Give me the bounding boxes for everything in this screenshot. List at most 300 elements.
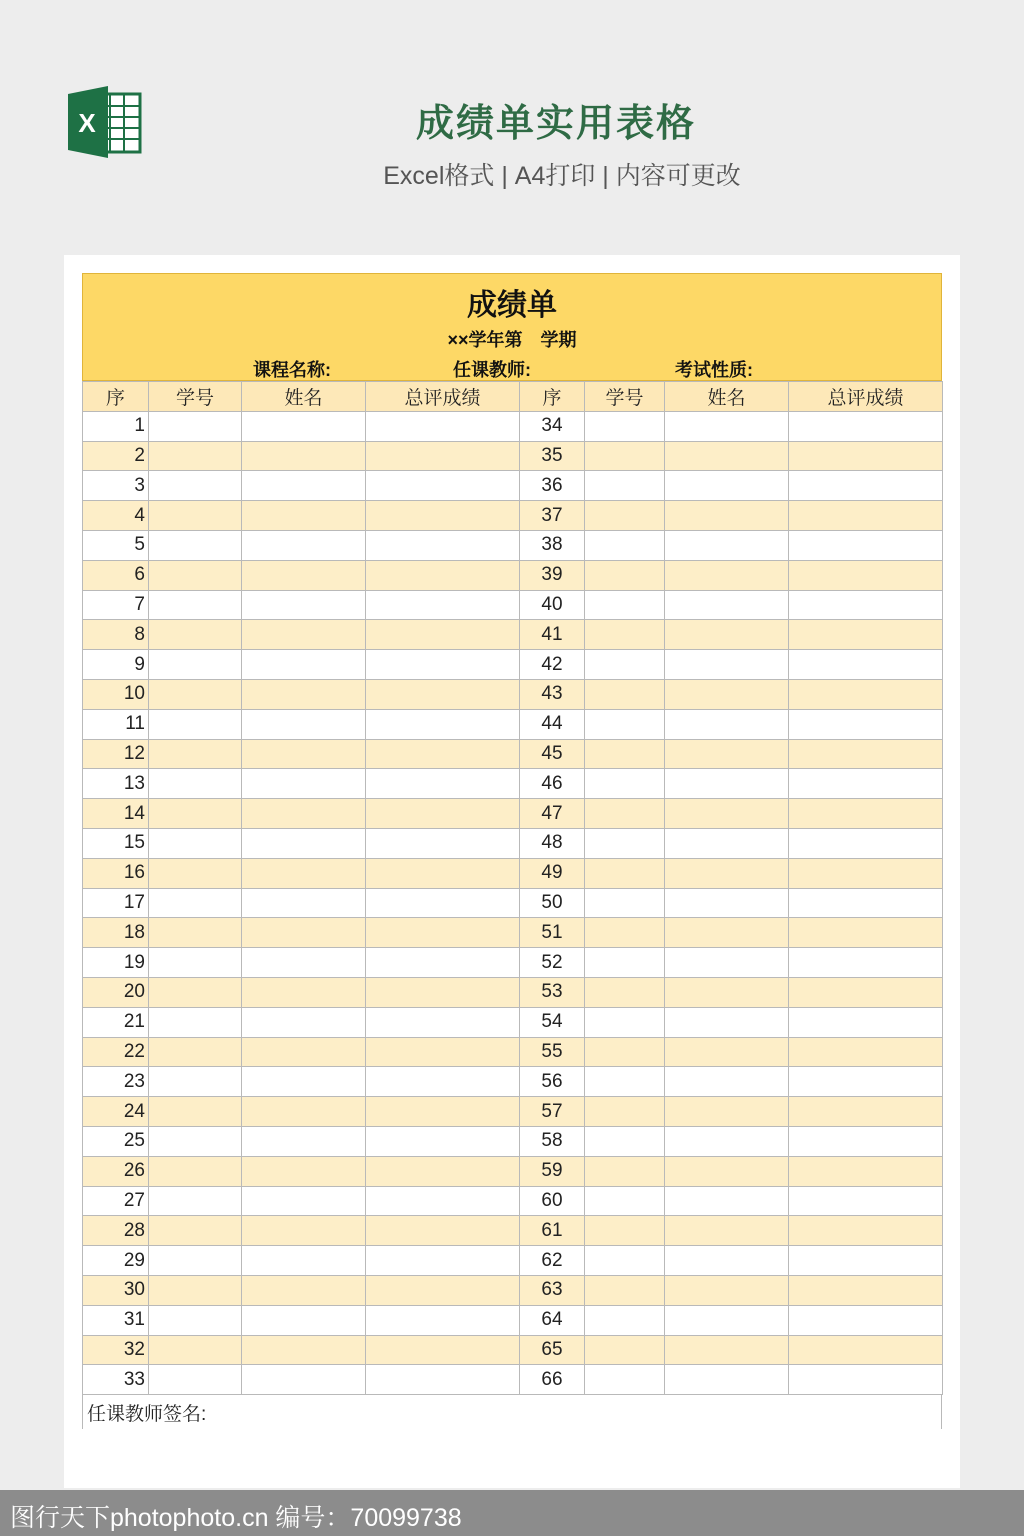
total-score-cell[interactable] xyxy=(366,709,520,739)
seq-cell[interactable]: 6 xyxy=(83,560,149,590)
seq-cell[interactable]: 37 xyxy=(520,501,585,531)
name-cell[interactable] xyxy=(242,590,366,620)
student-id-cell[interactable] xyxy=(149,411,242,441)
student-id-cell[interactable] xyxy=(149,1037,242,1067)
seq-cell[interactable]: 60 xyxy=(520,1186,585,1216)
watermark-text: 图行天下photophoto.cn 编号：70099738 xyxy=(10,1504,462,1532)
seq-cell[interactable]: 49 xyxy=(520,858,585,888)
seq-cell[interactable]: 12 xyxy=(83,739,149,769)
column-header: 序 xyxy=(83,382,149,412)
total-score-cell[interactable] xyxy=(366,530,520,560)
seq-cell[interactable]: 26 xyxy=(83,1156,149,1186)
table-row xyxy=(83,769,943,799)
table-row xyxy=(83,471,943,501)
student-id-cell[interactable] xyxy=(585,1246,665,1276)
total-score-cell[interactable] xyxy=(789,679,943,709)
name-cell[interactable] xyxy=(242,530,366,560)
seq-cell[interactable]: 24 xyxy=(83,1097,149,1127)
seq-cell[interactable]: 39 xyxy=(520,560,585,590)
total-score-cell[interactable] xyxy=(789,1305,943,1335)
seq-cell[interactable]: 18 xyxy=(83,918,149,948)
total-score-cell[interactable] xyxy=(789,1186,943,1216)
seq-cell[interactable]: 27 xyxy=(83,1186,149,1216)
name-cell[interactable] xyxy=(242,1335,366,1365)
seq-cell[interactable]: 61 xyxy=(520,1216,585,1246)
student-id-cell[interactable] xyxy=(149,471,242,501)
total-score-cell[interactable] xyxy=(789,799,943,829)
seq-cell[interactable]: 50 xyxy=(520,888,585,918)
student-id-cell[interactable] xyxy=(149,1067,242,1097)
name-cell[interactable] xyxy=(242,888,366,918)
total-score-cell[interactable] xyxy=(789,620,943,650)
total-score-cell[interactable] xyxy=(366,769,520,799)
total-score-cell[interactable] xyxy=(789,471,943,501)
total-score-cell[interactable] xyxy=(789,590,943,620)
student-id-cell[interactable] xyxy=(585,441,665,471)
name-cell[interactable] xyxy=(242,1246,366,1276)
total-score-cell[interactable] xyxy=(366,471,520,501)
student-id-cell[interactable] xyxy=(149,769,242,799)
student-id-cell[interactable] xyxy=(585,590,665,620)
name-cell[interactable] xyxy=(242,1186,366,1216)
seq-cell[interactable]: 55 xyxy=(520,1037,585,1067)
total-score-cell[interactable] xyxy=(366,1067,520,1097)
seq-cell[interactable]: 63 xyxy=(520,1275,585,1305)
name-cell[interactable] xyxy=(242,441,366,471)
total-score-cell[interactable] xyxy=(366,620,520,650)
total-score-cell[interactable] xyxy=(789,1275,943,1305)
seq-cell[interactable]: 40 xyxy=(520,590,585,620)
table-row xyxy=(83,560,943,590)
student-id-cell[interactable] xyxy=(585,650,665,680)
student-id-cell[interactable] xyxy=(149,888,242,918)
total-score-cell[interactable] xyxy=(789,709,943,739)
name-cell[interactable] xyxy=(242,828,366,858)
name-cell[interactable] xyxy=(665,1216,789,1246)
table-row xyxy=(83,799,943,829)
seq-cell[interactable]: 64 xyxy=(520,1305,585,1335)
name-cell[interactable] xyxy=(242,1275,366,1305)
student-id-cell[interactable] xyxy=(585,1067,665,1097)
student-id-cell[interactable] xyxy=(149,1186,242,1216)
seq-cell[interactable]: 1 xyxy=(83,411,149,441)
seq-cell[interactable]: 5 xyxy=(83,530,149,560)
total-score-cell[interactable] xyxy=(366,1126,520,1156)
student-id-cell[interactable] xyxy=(585,1156,665,1186)
student-id-cell[interactable] xyxy=(149,1335,242,1365)
student-id-cell[interactable] xyxy=(149,679,242,709)
name-cell[interactable] xyxy=(242,948,366,978)
total-score-cell[interactable] xyxy=(789,888,943,918)
total-score-cell[interactable] xyxy=(789,1246,943,1276)
seq-cell[interactable]: 42 xyxy=(520,650,585,680)
student-id-cell[interactable] xyxy=(585,1126,665,1156)
watermark-bar xyxy=(0,1490,1024,1536)
total-score-cell[interactable] xyxy=(366,1275,520,1305)
seq-cell[interactable]: 29 xyxy=(83,1246,149,1276)
seq-cell[interactable]: 19 xyxy=(83,948,149,978)
student-id-cell[interactable] xyxy=(585,560,665,590)
name-cell[interactable] xyxy=(665,411,789,441)
total-score-cell[interactable] xyxy=(789,858,943,888)
seq-cell[interactable]: 23 xyxy=(83,1067,149,1097)
total-score-cell[interactable] xyxy=(366,1186,520,1216)
exam-nature-label: 考试性质: xyxy=(675,360,753,380)
table-row xyxy=(83,1097,943,1127)
student-id-cell[interactable] xyxy=(149,1246,242,1276)
seq-cell[interactable]: 38 xyxy=(520,530,585,560)
seq-cell[interactable]: 35 xyxy=(520,441,585,471)
student-id-cell[interactable] xyxy=(585,1037,665,1067)
seq-cell[interactable]: 56 xyxy=(520,1067,585,1097)
total-score-cell[interactable] xyxy=(366,1335,520,1365)
total-score-cell[interactable] xyxy=(366,1305,520,1335)
total-score-cell[interactable] xyxy=(789,739,943,769)
seq-cell[interactable]: 3 xyxy=(83,471,149,501)
student-id-cell[interactable] xyxy=(585,501,665,531)
total-score-cell[interactable] xyxy=(789,828,943,858)
name-cell[interactable] xyxy=(242,1097,366,1127)
name-cell[interactable] xyxy=(242,1305,366,1335)
student-id-cell[interactable] xyxy=(585,1275,665,1305)
student-id-cell[interactable] xyxy=(149,918,242,948)
name-cell[interactable] xyxy=(665,560,789,590)
seq-cell[interactable]: 20 xyxy=(83,977,149,1007)
total-score-cell[interactable] xyxy=(789,769,943,799)
seq-cell[interactable]: 59 xyxy=(520,1156,585,1186)
student-id-cell[interactable] xyxy=(149,1007,242,1037)
name-cell[interactable] xyxy=(665,769,789,799)
grade-sheet xyxy=(82,273,942,1429)
seq-cell[interactable]: 45 xyxy=(520,739,585,769)
seq-cell[interactable]: 47 xyxy=(520,799,585,829)
total-score-cell[interactable] xyxy=(789,1365,943,1395)
form-header xyxy=(82,273,942,381)
student-id-cell[interactable] xyxy=(585,977,665,1007)
student-id-cell[interactable] xyxy=(585,799,665,829)
name-cell[interactable] xyxy=(665,1246,789,1276)
name-cell[interactable] xyxy=(665,501,789,531)
student-id-cell[interactable] xyxy=(149,1156,242,1186)
total-score-cell[interactable] xyxy=(366,1007,520,1037)
table-row xyxy=(83,1246,943,1276)
total-score-cell[interactable] xyxy=(366,858,520,888)
total-score-cell[interactable] xyxy=(366,948,520,978)
total-score-cell[interactable] xyxy=(789,1216,943,1246)
column-header: 学号 xyxy=(149,382,242,412)
table-row xyxy=(83,1126,943,1156)
table-row xyxy=(83,620,943,650)
student-id-cell[interactable] xyxy=(585,1007,665,1037)
student-id-cell[interactable] xyxy=(585,739,665,769)
seq-cell[interactable]: 17 xyxy=(83,888,149,918)
name-cell[interactable] xyxy=(665,1007,789,1037)
name-cell[interactable] xyxy=(665,1335,789,1365)
name-cell[interactable] xyxy=(242,501,366,531)
seq-cell[interactable]: 4 xyxy=(83,501,149,531)
student-id-cell[interactable] xyxy=(149,858,242,888)
total-score-cell[interactable] xyxy=(789,530,943,560)
name-cell[interactable] xyxy=(665,530,789,560)
total-score-cell[interactable] xyxy=(789,1097,943,1127)
name-cell[interactable] xyxy=(665,1067,789,1097)
name-cell[interactable] xyxy=(242,1126,366,1156)
total-score-cell[interactable] xyxy=(789,411,943,441)
name-cell[interactable] xyxy=(665,620,789,650)
name-cell[interactable] xyxy=(665,590,789,620)
table-row xyxy=(83,1305,943,1335)
total-score-cell[interactable] xyxy=(366,977,520,1007)
seq-cell[interactable]: 48 xyxy=(520,828,585,858)
name-cell[interactable] xyxy=(242,560,366,590)
name-cell[interactable] xyxy=(665,858,789,888)
student-id-cell[interactable] xyxy=(149,441,242,471)
student-id-cell[interactable] xyxy=(585,888,665,918)
seq-cell[interactable]: 52 xyxy=(520,948,585,978)
name-cell[interactable] xyxy=(242,411,366,441)
seq-cell[interactable]: 21 xyxy=(83,1007,149,1037)
total-score-cell[interactable] xyxy=(366,799,520,829)
seq-cell[interactable]: 10 xyxy=(83,679,149,709)
seq-cell[interactable]: 36 xyxy=(520,471,585,501)
student-id-cell[interactable] xyxy=(585,858,665,888)
student-id-cell[interactable] xyxy=(149,1216,242,1246)
table-row xyxy=(83,1037,943,1067)
student-id-cell[interactable] xyxy=(585,709,665,739)
seq-cell[interactable]: 15 xyxy=(83,828,149,858)
seq-cell[interactable]: 8 xyxy=(83,620,149,650)
seq-cell[interactable]: 46 xyxy=(520,769,585,799)
student-id-cell[interactable] xyxy=(149,620,242,650)
student-id-cell[interactable] xyxy=(585,1216,665,1246)
name-cell[interactable] xyxy=(665,709,789,739)
student-id-cell[interactable] xyxy=(585,620,665,650)
name-cell[interactable] xyxy=(242,739,366,769)
student-id-cell[interactable] xyxy=(149,1275,242,1305)
total-score-cell[interactable] xyxy=(366,560,520,590)
student-id-cell[interactable] xyxy=(585,679,665,709)
total-score-cell[interactable] xyxy=(789,501,943,531)
student-id-cell[interactable] xyxy=(585,471,665,501)
student-id-cell[interactable] xyxy=(149,501,242,531)
seq-cell[interactable]: 2 xyxy=(83,441,149,471)
student-id-cell[interactable] xyxy=(585,1365,665,1395)
name-cell[interactable] xyxy=(242,679,366,709)
seq-cell[interactable]: 53 xyxy=(520,977,585,1007)
total-score-cell[interactable] xyxy=(366,590,520,620)
total-score-cell[interactable] xyxy=(789,1007,943,1037)
total-score-cell[interactable] xyxy=(366,501,520,531)
name-cell[interactable] xyxy=(242,977,366,1007)
name-cell[interactable] xyxy=(665,918,789,948)
course-name-label: 课程名称: xyxy=(253,360,331,380)
seq-cell[interactable]: 54 xyxy=(520,1007,585,1037)
total-score-cell[interactable] xyxy=(366,411,520,441)
total-score-cell[interactable] xyxy=(366,739,520,769)
total-score-cell[interactable] xyxy=(789,1067,943,1097)
seq-cell[interactable]: 32 xyxy=(83,1335,149,1365)
seq-cell[interactable]: 13 xyxy=(83,769,149,799)
name-cell[interactable] xyxy=(665,1275,789,1305)
seq-cell[interactable]: 28 xyxy=(83,1216,149,1246)
name-cell[interactable] xyxy=(665,828,789,858)
seq-cell[interactable]: 25 xyxy=(83,1126,149,1156)
name-cell[interactable] xyxy=(665,977,789,1007)
student-id-cell[interactable] xyxy=(585,1335,665,1365)
seq-cell[interactable]: 43 xyxy=(520,679,585,709)
name-cell[interactable] xyxy=(665,471,789,501)
table-row xyxy=(83,1365,943,1395)
name-cell[interactable] xyxy=(665,888,789,918)
total-score-cell[interactable] xyxy=(366,1365,520,1395)
seq-cell[interactable]: 34 xyxy=(520,411,585,441)
name-cell[interactable] xyxy=(665,1186,789,1216)
name-cell[interactable] xyxy=(665,1305,789,1335)
student-id-cell[interactable] xyxy=(585,948,665,978)
student-id-cell[interactable] xyxy=(585,1305,665,1335)
student-id-cell[interactable] xyxy=(585,411,665,441)
student-id-cell[interactable] xyxy=(149,1126,242,1156)
student-id-cell[interactable] xyxy=(149,650,242,680)
total-score-cell[interactable] xyxy=(366,1156,520,1186)
student-id-cell[interactable] xyxy=(149,1365,242,1395)
name-cell[interactable] xyxy=(665,948,789,978)
name-cell[interactable] xyxy=(242,858,366,888)
name-cell[interactable] xyxy=(242,1007,366,1037)
seq-cell[interactable]: 33 xyxy=(83,1365,149,1395)
seq-cell[interactable]: 62 xyxy=(520,1246,585,1276)
seq-cell[interactable]: 65 xyxy=(520,1335,585,1365)
seq-cell[interactable]: 66 xyxy=(520,1365,585,1395)
name-cell[interactable] xyxy=(242,709,366,739)
table-row xyxy=(83,1156,943,1186)
total-score-cell[interactable] xyxy=(789,560,943,590)
seq-cell[interactable]: 22 xyxy=(83,1037,149,1067)
student-id-cell[interactable] xyxy=(149,828,242,858)
student-id-cell[interactable] xyxy=(585,530,665,560)
table-row xyxy=(83,1007,943,1037)
column-header: 姓名 xyxy=(665,382,789,412)
name-cell[interactable] xyxy=(242,1365,366,1395)
table-row xyxy=(83,977,943,1007)
name-cell[interactable] xyxy=(242,650,366,680)
seq-cell[interactable]: 16 xyxy=(83,858,149,888)
column-header: 总评成绩 xyxy=(789,382,943,412)
seq-cell[interactable]: 30 xyxy=(83,1275,149,1305)
table-row xyxy=(83,501,943,531)
name-cell[interactable] xyxy=(242,620,366,650)
name-cell[interactable] xyxy=(665,441,789,471)
total-score-cell[interactable] xyxy=(366,1216,520,1246)
name-cell[interactable] xyxy=(242,1156,366,1186)
student-id-cell[interactable] xyxy=(585,828,665,858)
total-score-cell[interactable] xyxy=(366,828,520,858)
total-score-cell[interactable] xyxy=(789,1126,943,1156)
total-score-cell[interactable] xyxy=(789,1335,943,1365)
total-score-cell[interactable] xyxy=(366,888,520,918)
total-score-cell[interactable] xyxy=(366,679,520,709)
student-id-cell[interactable] xyxy=(585,1097,665,1127)
total-score-cell[interactable] xyxy=(366,1037,520,1067)
seq-cell[interactable]: 31 xyxy=(83,1305,149,1335)
total-score-cell[interactable] xyxy=(789,441,943,471)
name-cell[interactable] xyxy=(242,799,366,829)
seq-cell[interactable]: 41 xyxy=(520,620,585,650)
seq-cell[interactable]: 14 xyxy=(83,799,149,829)
name-cell[interactable] xyxy=(242,1037,366,1067)
name-cell[interactable] xyxy=(665,1037,789,1067)
student-id-cell[interactable] xyxy=(585,769,665,799)
total-score-cell[interactable] xyxy=(366,1097,520,1127)
name-cell[interactable] xyxy=(665,739,789,769)
name-cell[interactable] xyxy=(665,679,789,709)
seq-cell[interactable]: 44 xyxy=(520,709,585,739)
total-score-cell[interactable] xyxy=(366,441,520,471)
name-cell[interactable] xyxy=(665,1365,789,1395)
teacher-label: 任课教师: xyxy=(453,360,531,380)
promo-title: 成绩单实用表格 xyxy=(415,103,696,145)
column-header: 学号 xyxy=(585,382,665,412)
name-cell[interactable] xyxy=(665,1126,789,1156)
student-id-cell[interactable] xyxy=(149,530,242,560)
seq-cell[interactable]: 7 xyxy=(83,590,149,620)
total-score-cell[interactable] xyxy=(366,1246,520,1276)
table-row xyxy=(83,1216,943,1246)
student-id-cell[interactable] xyxy=(149,1097,242,1127)
student-id-cell[interactable] xyxy=(585,918,665,948)
total-score-cell[interactable] xyxy=(789,977,943,1007)
total-score-cell[interactable] xyxy=(789,948,943,978)
name-cell[interactable] xyxy=(665,799,789,829)
seq-cell[interactable]: 58 xyxy=(520,1126,585,1156)
total-score-cell[interactable] xyxy=(789,650,943,680)
name-cell[interactable] xyxy=(242,1067,366,1097)
name-cell[interactable] xyxy=(242,471,366,501)
table-row xyxy=(83,411,943,441)
name-cell[interactable] xyxy=(242,1216,366,1246)
name-cell[interactable] xyxy=(665,1097,789,1127)
total-score-cell[interactable] xyxy=(366,650,520,680)
total-score-cell[interactable] xyxy=(789,1037,943,1067)
seq-cell[interactable]: 57 xyxy=(520,1097,585,1127)
seq-cell[interactable]: 51 xyxy=(520,918,585,948)
student-id-cell[interactable] xyxy=(149,560,242,590)
name-cell[interactable] xyxy=(242,769,366,799)
student-id-cell[interactable] xyxy=(585,1186,665,1216)
table-row xyxy=(83,1275,943,1305)
total-score-cell[interactable] xyxy=(789,1156,943,1186)
seq-cell[interactable]: 11 xyxy=(83,709,149,739)
name-cell[interactable] xyxy=(665,1156,789,1186)
student-id-cell[interactable] xyxy=(149,739,242,769)
total-score-cell[interactable] xyxy=(366,918,520,948)
table-body xyxy=(83,411,943,1394)
table-row xyxy=(83,530,943,560)
student-id-cell[interactable] xyxy=(149,709,242,739)
table-row xyxy=(83,590,943,620)
seq-cell[interactable]: 9 xyxy=(83,650,149,680)
student-id-cell[interactable] xyxy=(149,799,242,829)
student-id-cell[interactable] xyxy=(149,977,242,1007)
student-id-cell[interactable] xyxy=(149,948,242,978)
student-id-cell[interactable] xyxy=(149,1305,242,1335)
name-cell[interactable] xyxy=(665,650,789,680)
column-header: 序 xyxy=(520,382,585,412)
promo-subtitle: Excel格式 | A4打印 | 内容可更改 xyxy=(383,162,741,190)
name-cell[interactable] xyxy=(242,918,366,948)
total-score-cell[interactable] xyxy=(789,918,943,948)
student-id-cell[interactable] xyxy=(149,590,242,620)
